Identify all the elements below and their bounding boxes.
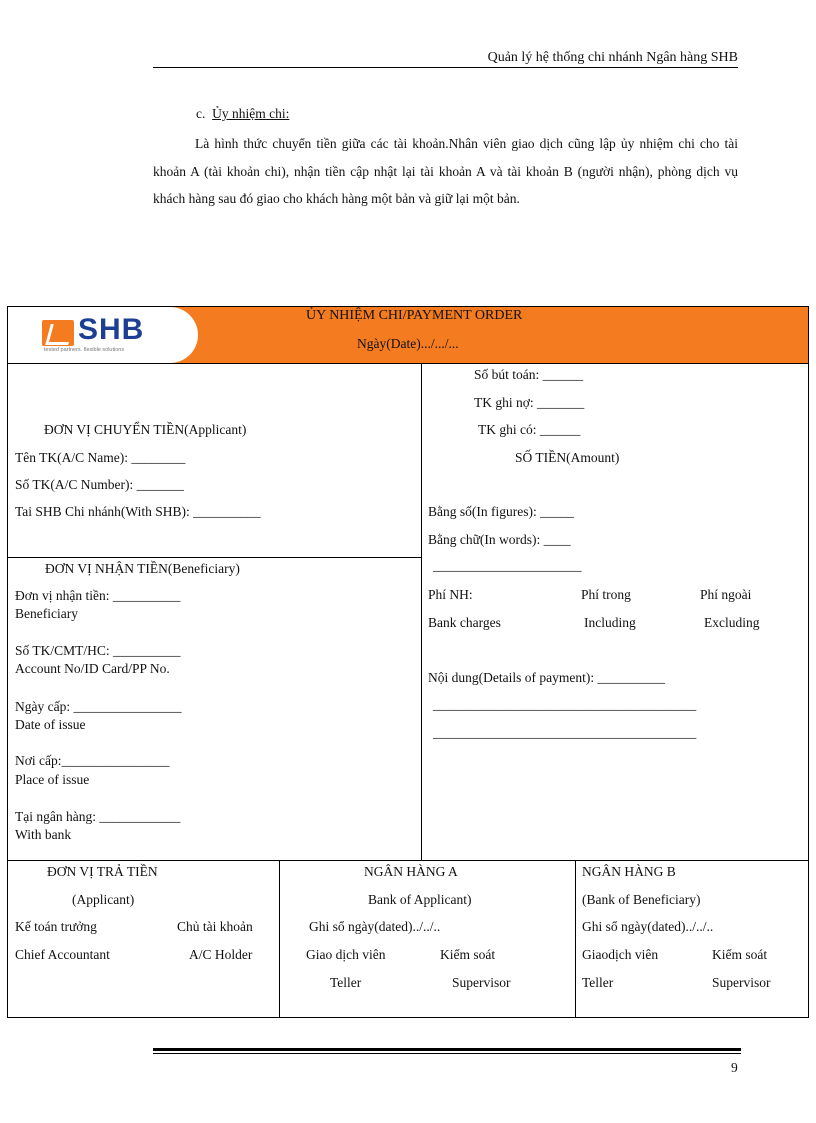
amount-words-line: ______________________	[433, 558, 582, 573]
page-number: 9	[731, 1060, 738, 1075]
footer-rule-thin	[153, 1053, 741, 1054]
applicant-branch: Tai SHB Chi nhánh(With SHB): __________	[15, 504, 261, 519]
shb-logo-tagline: tested partners. flexible solutions	[44, 347, 125, 353]
bank-a-supervisor-en: Supervisor	[452, 975, 511, 990]
bank-a-sub: Bank of Applicant)	[368, 892, 472, 907]
section-heading	[196, 106, 289, 122]
ac-holder-en: A/C Holder	[189, 947, 253, 962]
chief-accountant-vi: Kế toán trưởng	[15, 919, 97, 934]
bank-fee-label: Phí NH:	[428, 587, 473, 602]
bank-field: Tại ngân hàng: ____________	[15, 809, 181, 824]
credit-account-field: TK ghi có: ______	[478, 422, 581, 437]
form-date: Ngày(Date).../.../...	[357, 336, 459, 351]
bank-a-supervisor-vi: Kiểm soát	[440, 947, 496, 962]
shb-logo-text: SHB	[78, 313, 145, 346]
bank-field-en: With bank	[15, 827, 72, 842]
page-header-title: Quản lý hệ thống chi nhánh Ngân hàng SHB	[487, 50, 738, 65]
excluding-label: Excluding	[704, 615, 760, 630]
section-title: Ủy nhiệm chi:	[212, 106, 290, 121]
bank-a-teller-vi: Giao dịch viên	[306, 947, 386, 962]
signature-top-rule	[8, 860, 808, 861]
payer-heading: ĐƠN VỊ TRẢ TIỀN	[47, 864, 158, 879]
applicant-ac-name: Tên TK(A/C Name): ________	[15, 450, 186, 465]
debit-account-field: TK ghi nợ: _______	[474, 395, 585, 410]
beneficiary-unit-en: Beneficiary	[15, 606, 78, 621]
applicant-heading: ĐƠN VỊ CHUYỂN TIỀN(Applicant)	[44, 422, 247, 437]
beneficiary-account: Số TK/CMT/HC: __________	[15, 643, 181, 658]
applicant-ac-number: Số TK(A/C Number): _______	[15, 477, 184, 492]
issue-place-en: Place of issue	[15, 772, 90, 787]
payment-details-line-1: _______________________________________	[433, 697, 697, 712]
form-banner	[8, 307, 808, 363]
bank-b-supervisor-vi: Kiểm soát	[712, 947, 768, 962]
signature-divider-2	[575, 860, 576, 1017]
issue-date-en: Date of issue	[15, 717, 86, 732]
middle-divider	[421, 363, 422, 860]
beneficiary-heading: ĐƠN VỊ NHẬN TIỀN(Beneficiary)	[45, 561, 240, 576]
fee-excluding-label: Phí ngoài	[700, 587, 752, 602]
bank-charges-label: Bank charges	[428, 615, 501, 630]
amount-heading: SỐ TIỀN(Amount)	[515, 450, 620, 465]
ac-holder-vi: Chủ tài khoản	[177, 919, 253, 934]
beneficiary-unit: Đơn vị nhận tiền: __________	[15, 588, 181, 603]
issue-place-field: Nơi cấp:________________	[15, 753, 170, 768]
banner-bottom-rule	[8, 363, 808, 364]
footer-rule-thick	[153, 1048, 741, 1051]
amount-words-field: Bằng chữ(In words): ____	[428, 532, 571, 547]
header-rule	[153, 67, 738, 68]
payer-sub: (Applicant)	[72, 892, 135, 907]
bank-b-supervisor-en: Supervisor	[712, 975, 771, 990]
bank-b-teller-vi: Giaodịch viên	[582, 947, 659, 962]
signature-divider-1	[279, 860, 280, 1017]
bank-a-dated: Ghi sổ ngày(dated)../../..	[309, 919, 441, 934]
section-paragraph: Là hình thức chuyển tiền giữa các tài khoản.Nhân viên giao dịch cũng lập ủy nhiệm chi cho tài khoản A (tài khoản chi), nhận tiền cập nhật lại tài khoản A và tài khoản B (người nhận), phòng dịch vụ khách hàng sau đó giao cho khách hàng một bản và giữ lại một bản.	[153, 136, 738, 206]
bank-b-sub: (Bank of Beneficiary)	[582, 892, 701, 907]
chief-accountant-en: Chief Accountant	[15, 947, 110, 962]
bank-a-heading: NGÂN HÀNG A	[364, 864, 458, 879]
applicant-bottom-rule	[8, 557, 422, 558]
bank-a-teller-en: Teller	[330, 975, 362, 990]
issue-date-field: Ngày cấp: ________________	[15, 699, 182, 714]
section-prefix: c.	[196, 106, 206, 121]
bank-b-heading: NGÂN HÀNG B	[582, 864, 676, 879]
including-label: Including	[584, 615, 636, 630]
payment-details-line-2: _______________________________________	[433, 725, 697, 740]
shb-logo-icon	[42, 320, 74, 346]
entry-number-field: Số bút toán: ______	[474, 367, 584, 382]
form-title: ỦY NHIỆM CHI/PAYMENT ORDER	[306, 308, 523, 323]
bank-b-teller-en: Teller	[582, 975, 614, 990]
fee-including-label: Phí trong	[581, 587, 631, 602]
amount-figures-field: Bằng số(In figures): _____	[428, 504, 574, 519]
bank-b-dated: Ghi sổ ngày(dated)../../..	[582, 919, 714, 934]
beneficiary-account-en: Account No/ID Card/PP No.	[15, 661, 170, 676]
shb-logo	[42, 313, 172, 357]
payment-details-field: Nội dung(Details of payment): __________	[428, 670, 665, 685]
